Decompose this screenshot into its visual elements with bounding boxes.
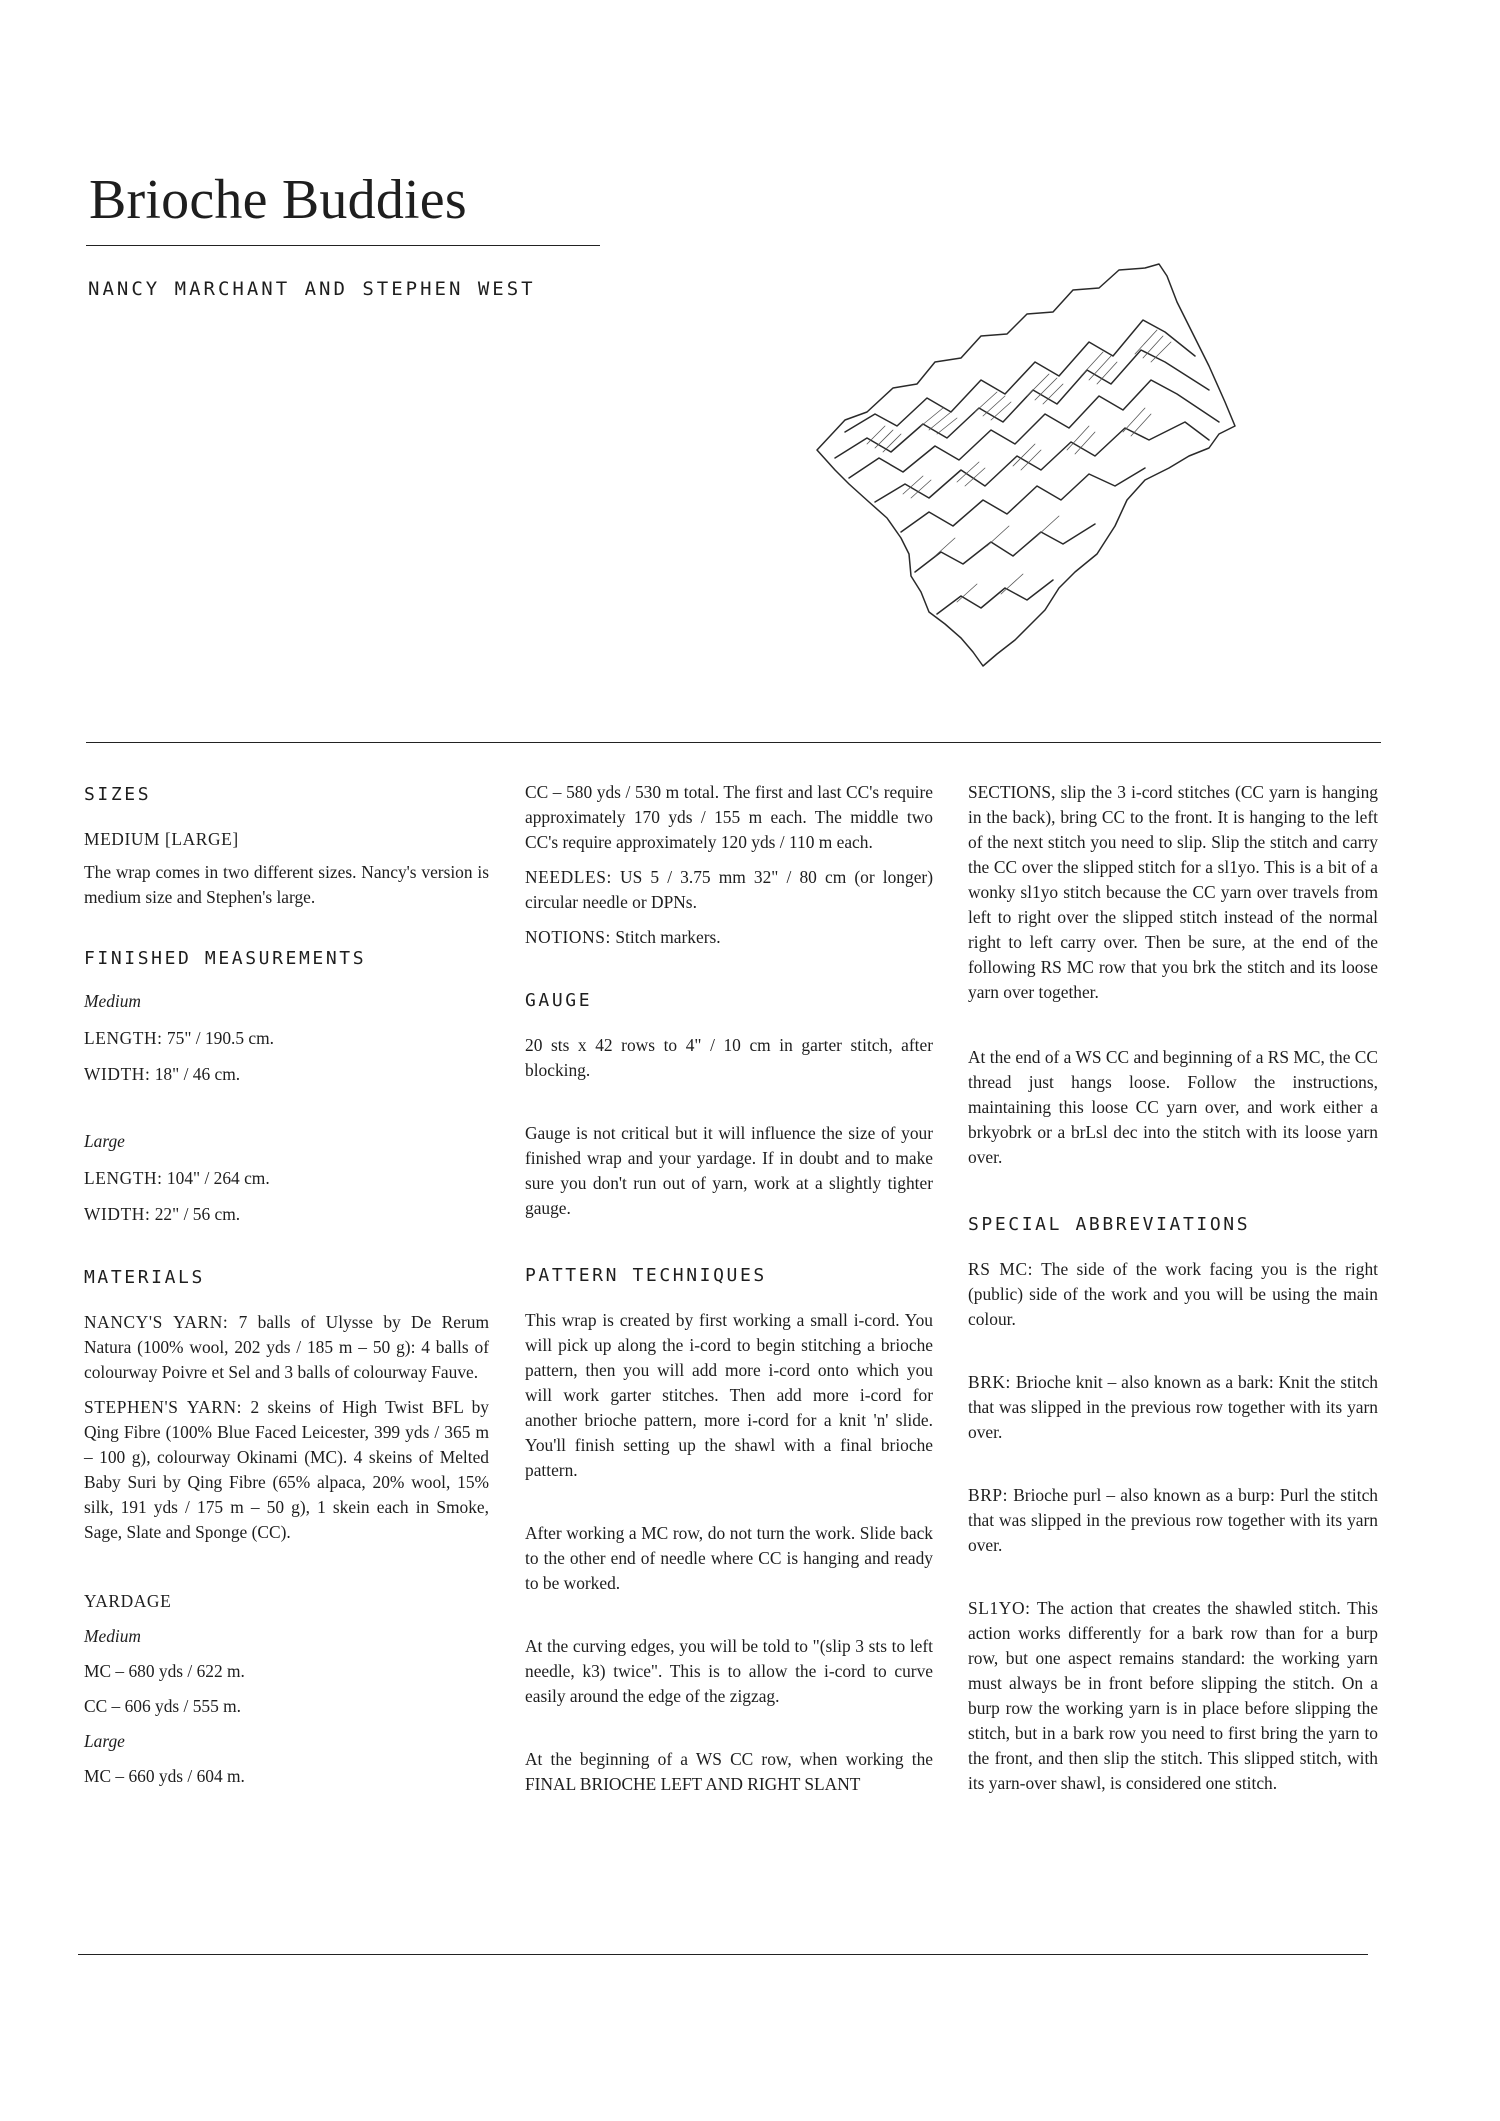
techniques-p1: This wrap is created by first working a small i-cord. You will pick up along the i-cord to begin stitching a brioche pattern, then you will add more i-cord onto which you will work garter stitches. Then add more i-cord for another brioche pattern, more i-cord for a knit 'n' slide. You'll finish setting up the shawl with a final brioche pattern. [525, 1310, 933, 1480]
yardage-large-mc: MC – 660 yds / 604 m. [84, 1766, 245, 1786]
title-underline [86, 245, 600, 246]
page-title: Brioche Buddies [89, 169, 467, 231]
gauge-p1: 20 sts x 42 rows to 4" / 10 cm in garter stitch, after blocking. [525, 1035, 933, 1080]
techniques-p5: At the end of a WS CC and beginning of a RS MC, the CC thread just hangs loose. Follow the instructions, maintaining this loose CC yarn over, and work either a brkyobrk or a brLsl dec into the stitch with its loose yarn over. [968, 1047, 1378, 1167]
yardage-large-label: Large [84, 1731, 125, 1751]
zigzag-band-2 [835, 350, 1209, 458]
yardage-medium-label: Medium [84, 1626, 141, 1646]
notions: NOTIONS: Stitch markers. [525, 927, 721, 947]
section-divider-bottom [78, 1954, 1368, 1955]
yardage-heading: YARDAGE [84, 1591, 172, 1611]
nancy-yarn: NANCY'S YARN: 7 balls of Ulysse by De Rerum Natura (100% wool, 202 yds / 185 m – 50 g): 4 balls of colourway Poivre et Sel and 3 balls of colourway Fauve. [84, 1312, 489, 1382]
stephen-yarn: STEPHEN'S YARN: 2 skeins of High Twist BFL by Qing Fibre (100% Blue Faced Leicester, 399 yds / 365 m – 100 g), colourway Okinami (MC). 4 skeins of Melted Baby Suri by Qing Fibre (65% alpaca, 20% wool, 15% silk, 191 yds / 175 m – 50 g), 1 skein each in Smoke, Sage, Slate and Sponge (CC). [84, 1397, 489, 1542]
needles: NEEDLES: US 5 / 3.75 mm 32" / 80 cm (or longer) circular needle or DPNs. [525, 867, 933, 912]
zigzag-band-6 [915, 524, 1095, 572]
yardage-large-cc: CC – 580 yds / 530 m total. The first and last CC's require approximately 170 yds / 155 m each. The middle two CC's require approximately 120 yds / 110 m each. [525, 782, 933, 852]
abbr-brp: BRP: Brioche purl – also known as a burp: Purl the stitch that was slipped in the previous row together with its yarn over. [968, 1485, 1378, 1555]
techniques-p2: After working a MC row, do not turn the work. Slide back to the other end of needle where CC is hanging and ready to be worked. [525, 1523, 933, 1593]
zigzag-band-7 [937, 580, 1053, 614]
sizes-label: MEDIUM [LARGE] [84, 829, 239, 849]
section-divider-top [86, 742, 1381, 743]
medium-length: LENGTH: 75" / 190.5 cm. [84, 1028, 275, 1048]
large-length: LENGTH: 104" / 264 cm. [84, 1168, 270, 1188]
authors-byline: NANCY MARCHANT AND STEPHEN WEST [88, 278, 536, 300]
materials-heading: MATERIALS [84, 1267, 205, 1288]
zigzag-band-3 [849, 380, 1219, 478]
abbr-brk: BRK: Brioche knit – also known as a bark: Knit the stitch that was slipped in the previous row together with its yarn over. [968, 1372, 1378, 1442]
techniques-p4-start: At the beginning of a WS CC row, when working the FINAL BRIOCHE LEFT AND RIGHT SLANT [525, 1749, 933, 1794]
gauge-heading: GAUGE [525, 990, 593, 1011]
column-3 [968, 772, 1378, 1796]
sizes-text: The wrap comes in two different sizes. Nancy's version is medium size and Stephen's large. [84, 862, 489, 907]
large-label: Large [84, 1131, 125, 1151]
zigzag-shawl-illustration-icon [805, 262, 1265, 672]
medium-width: WIDTH: 18" / 46 cm. [84, 1064, 241, 1084]
finished-measurements-heading: FINISHED MEASUREMENTS [84, 948, 367, 969]
large-width: WIDTH: 22" / 56 cm. [84, 1204, 241, 1224]
zigzag-band-4 [875, 422, 1209, 502]
column-2 [525, 772, 933, 1797]
techniques-p3: At the curving edges, you will be told to "(slip 3 sts to left needle, k3) twice". This is to allow the i-cord to curve easily around the edge of the zigzag. [525, 1636, 933, 1706]
column-1 [84, 772, 489, 1789]
abbr-sl1yo: SL1YO: The action that creates the shawled stitch. This action works differently for a bark row than for a burp row, but one aspect remains standard: the working yarn must always be in front before slipping the stitch. On a burp row the working yarn is in place before slipping the stitch, but in a bark row you need to first bring the yarn to the front, and then slip the stitch. This slipped stitch, with its yarn-over shawl, is considered one stitch. [968, 1598, 1378, 1793]
medium-label: Medium [84, 991, 141, 1011]
pattern-techniques-heading: PATTERN TECHNIQUES [525, 1265, 767, 1286]
special-abbreviations-heading: SPECIAL ABBREVIATIONS [968, 1214, 1251, 1235]
yardage-medium-mc: MC – 680 yds / 622 m. [84, 1661, 245, 1681]
zigzag-band-5 [901, 468, 1145, 532]
gauge-p2: Gauge is not critical but it will influence the size of your finished wrap and your yardage. If in doubt and to make sure you don't run out of yarn, work at a slightly tighter gauge. [525, 1123, 933, 1218]
abbr-rs-mc: RS MC: The side of the work facing you is the right (public) side of the work and you will be using the main colour. [968, 1259, 1378, 1329]
zigzag-band-1 [845, 320, 1195, 432]
yardage-medium-cc: CC – 606 yds / 555 m. [84, 1696, 242, 1716]
sizes-heading: SIZES [84, 784, 152, 805]
techniques-p4-continued: SECTIONS, slip the 3 i-cord stitches (CC yarn is hanging in the back), bring CC to the front. It is hanging to the left of the next stitch you need to slip. Slip the stitch and carry the CC over the slipped stitch for a sl1yo. This is a bit of a wonky sl1yo stitch because the CC yarn over travels from left to right over the slipped stitch instead of the normal right to left carry over. Then be sure, at the end of the following RS MC row that you brk the stitch and its loose yarn over together. [968, 782, 1378, 1002]
